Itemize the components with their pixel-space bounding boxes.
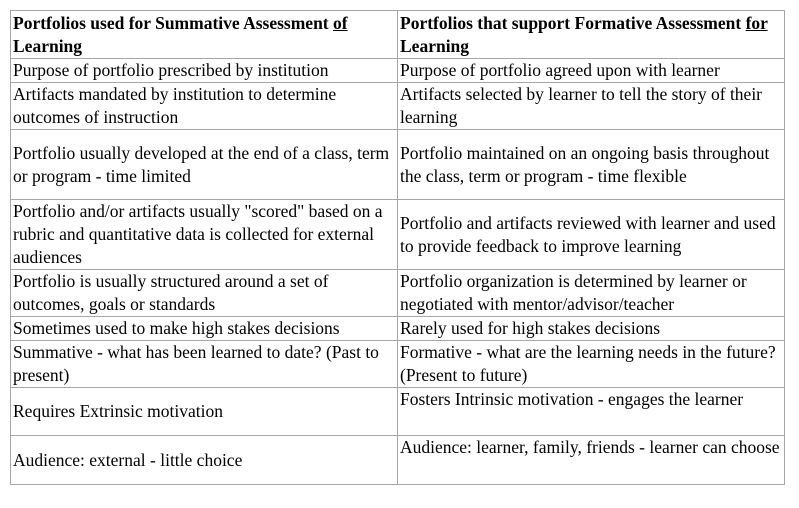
table-row [11,83,785,130]
formative-cell: Audience: learner, family, friends - learner can choose [398,436,785,485]
table-row [11,317,785,341]
formative-cell: Artifacts selected by learner to tell the story of their learning [398,83,785,130]
comparison-table [10,10,785,485]
header-summative-text-2: Learning [13,36,83,56]
formative-cell: Portfolio and artifacts reviewed with learner and used to provide feedback to improve learning [398,200,785,270]
table-row [11,270,785,317]
header-summative [11,11,398,59]
summative-cell: Sometimes used to make high stakes decisions [11,317,398,341]
table-row [11,388,785,436]
header-formative-text-2: Learning [400,36,470,56]
summative-cell: Summative - what has been learned to date? (Past to present) [11,341,398,388]
formative-cell: Portfolio organization is determined by learner or negotiated with mentor/advisor/teacher [398,270,785,317]
table-row [11,436,785,485]
table-header [11,11,785,59]
header-row [11,11,785,59]
summative-cell: Requires Extrinsic motivation [11,388,398,436]
formative-cell: Portfolio maintained on an ongoing basis throughout the class, term or program - time flexible [398,130,785,200]
table-row [11,59,785,83]
header-formative-emphasis: for [745,13,768,33]
table-body [11,59,785,485]
table-row [11,200,785,270]
table-row [11,341,785,388]
header-formative-text-1: Portfolios that support Formative Assessment [400,13,746,33]
summative-cell: Portfolio usually developed at the end of a class, term or program - time limited [11,130,398,200]
formative-cell: Fosters Intrinsic motivation - engages the learner [398,388,785,436]
table-row [11,130,785,200]
summative-cell: Artifacts mandated by institution to determine outcomes of instruction [11,83,398,130]
formative-cell: Purpose of portfolio agreed upon with learner [398,59,785,83]
summative-cell: Purpose of portfolio prescribed by institution [11,59,398,83]
header-formative [398,11,785,59]
summative-cell: Portfolio and/or artifacts usually "scored" based on a rubric and quantitative data is collected for external audiences [11,200,398,270]
summative-cell: Portfolio is usually structured around a set of outcomes, goals or standards [11,270,398,317]
header-summative-emphasis: of [333,13,348,33]
summative-cell: Audience: external - little choice [11,436,398,485]
formative-cell: Rarely used for high stakes decisions [398,317,785,341]
header-summative-text-1: Portfolios used for Summative Assessment [13,13,334,33]
formative-cell: Formative - what are the learning needs in the future? (Present to future) [398,341,785,388]
